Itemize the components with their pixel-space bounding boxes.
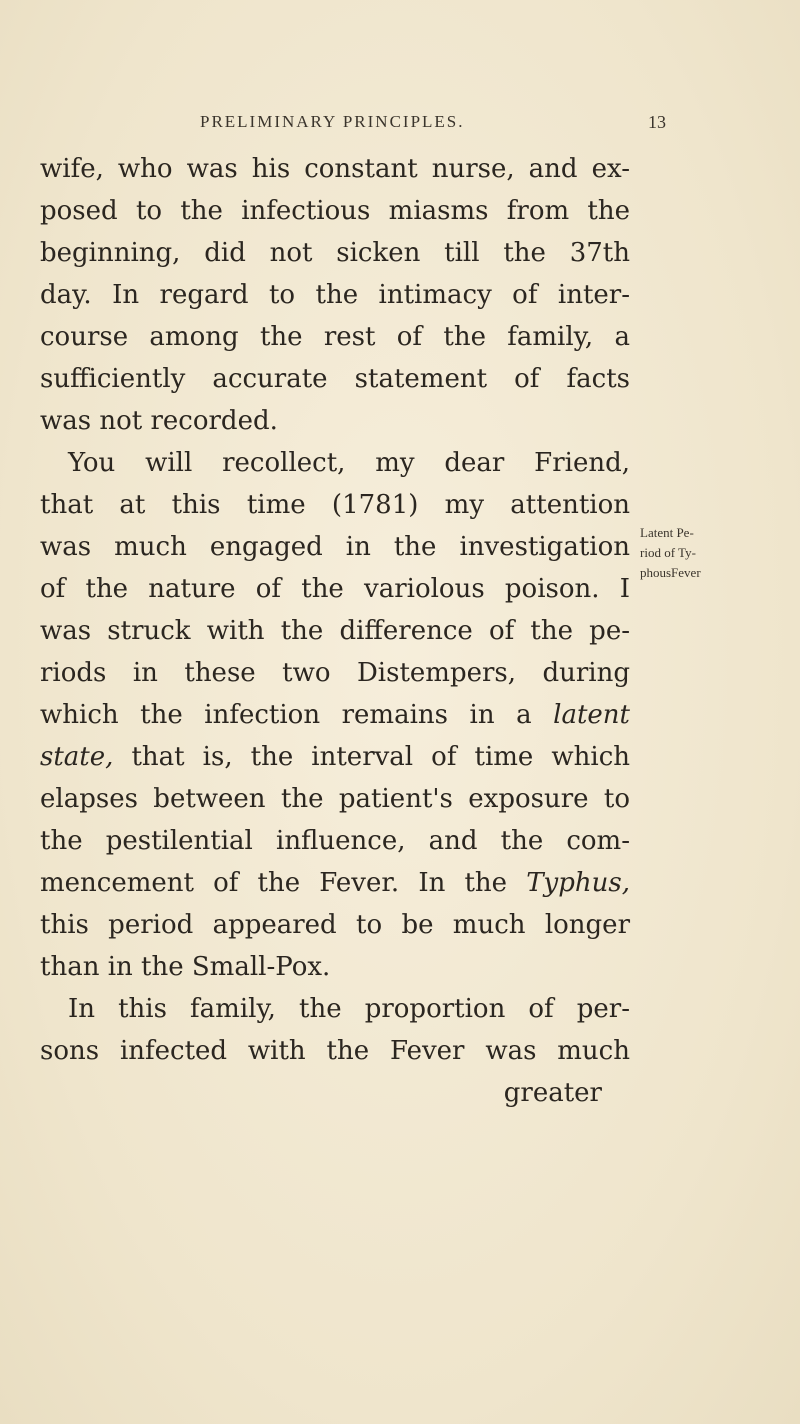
italic-term: Typhus,: [526, 868, 630, 898]
text-line: was not recorded.: [40, 406, 278, 436]
text-line: this period appeared to be much longer: [40, 910, 630, 940]
text-line: [40, 862, 630, 904]
text-line: was struck with the difference of the pe-: [40, 616, 630, 646]
text-segment: which the infection remains in a: [40, 700, 532, 730]
text-line: elapses between the patient's exposure to: [40, 784, 630, 814]
running-title: PRELIMINARY PRINCIPLES.: [200, 112, 465, 131]
italic-term: latent: [553, 700, 631, 730]
text-line: [40, 736, 630, 778]
catchword: greater: [503, 1078, 602, 1108]
italic-term: state,: [40, 742, 114, 772]
text-line: the pestilential influence, and the com-: [40, 826, 630, 856]
text-line: was much engaged in the investigation: [40, 532, 630, 562]
marginal-note-line: Latent Pe-: [640, 525, 694, 540]
text-line: beginning, did not sicken till the 37th: [40, 238, 630, 268]
text-line: wife, who was his constant nurse, and ex-: [40, 154, 630, 184]
text-line: In this family, the proportion of per-: [68, 994, 630, 1024]
text-line: day. In regard to the intimacy of inter-: [40, 280, 630, 310]
text-line: sufficiently accurate statement of facts: [40, 364, 630, 394]
text-line: sons infected with the Fever was much: [40, 1036, 630, 1066]
text-line: that at this time (1781) my attention: [40, 490, 630, 520]
running-head: [0, 112, 800, 142]
marginal-note-line: phousFever: [640, 565, 701, 580]
text-line: posed to the infectious miasms from the: [40, 196, 630, 226]
text-line: course among the rest of the family, a: [40, 322, 630, 352]
text-line: You will recollect, my dear Friend,: [68, 448, 630, 478]
text-line: [40, 694, 630, 736]
text-segment: that is, the interval of time which: [131, 742, 631, 772]
text-line: of the nature of the variolous poison. I: [40, 574, 630, 604]
text-segment: mencement of the Fever. In the: [40, 868, 508, 898]
marginal-note-line: riod of Ty-: [640, 545, 696, 560]
text-line: riods in these two Distempers, during: [40, 658, 630, 688]
body-text: [40, 148, 630, 1114]
text-line: than in the Small-Pox.: [40, 952, 331, 982]
page-number: 13: [648, 112, 666, 132]
marginal-note: [640, 523, 760, 583]
